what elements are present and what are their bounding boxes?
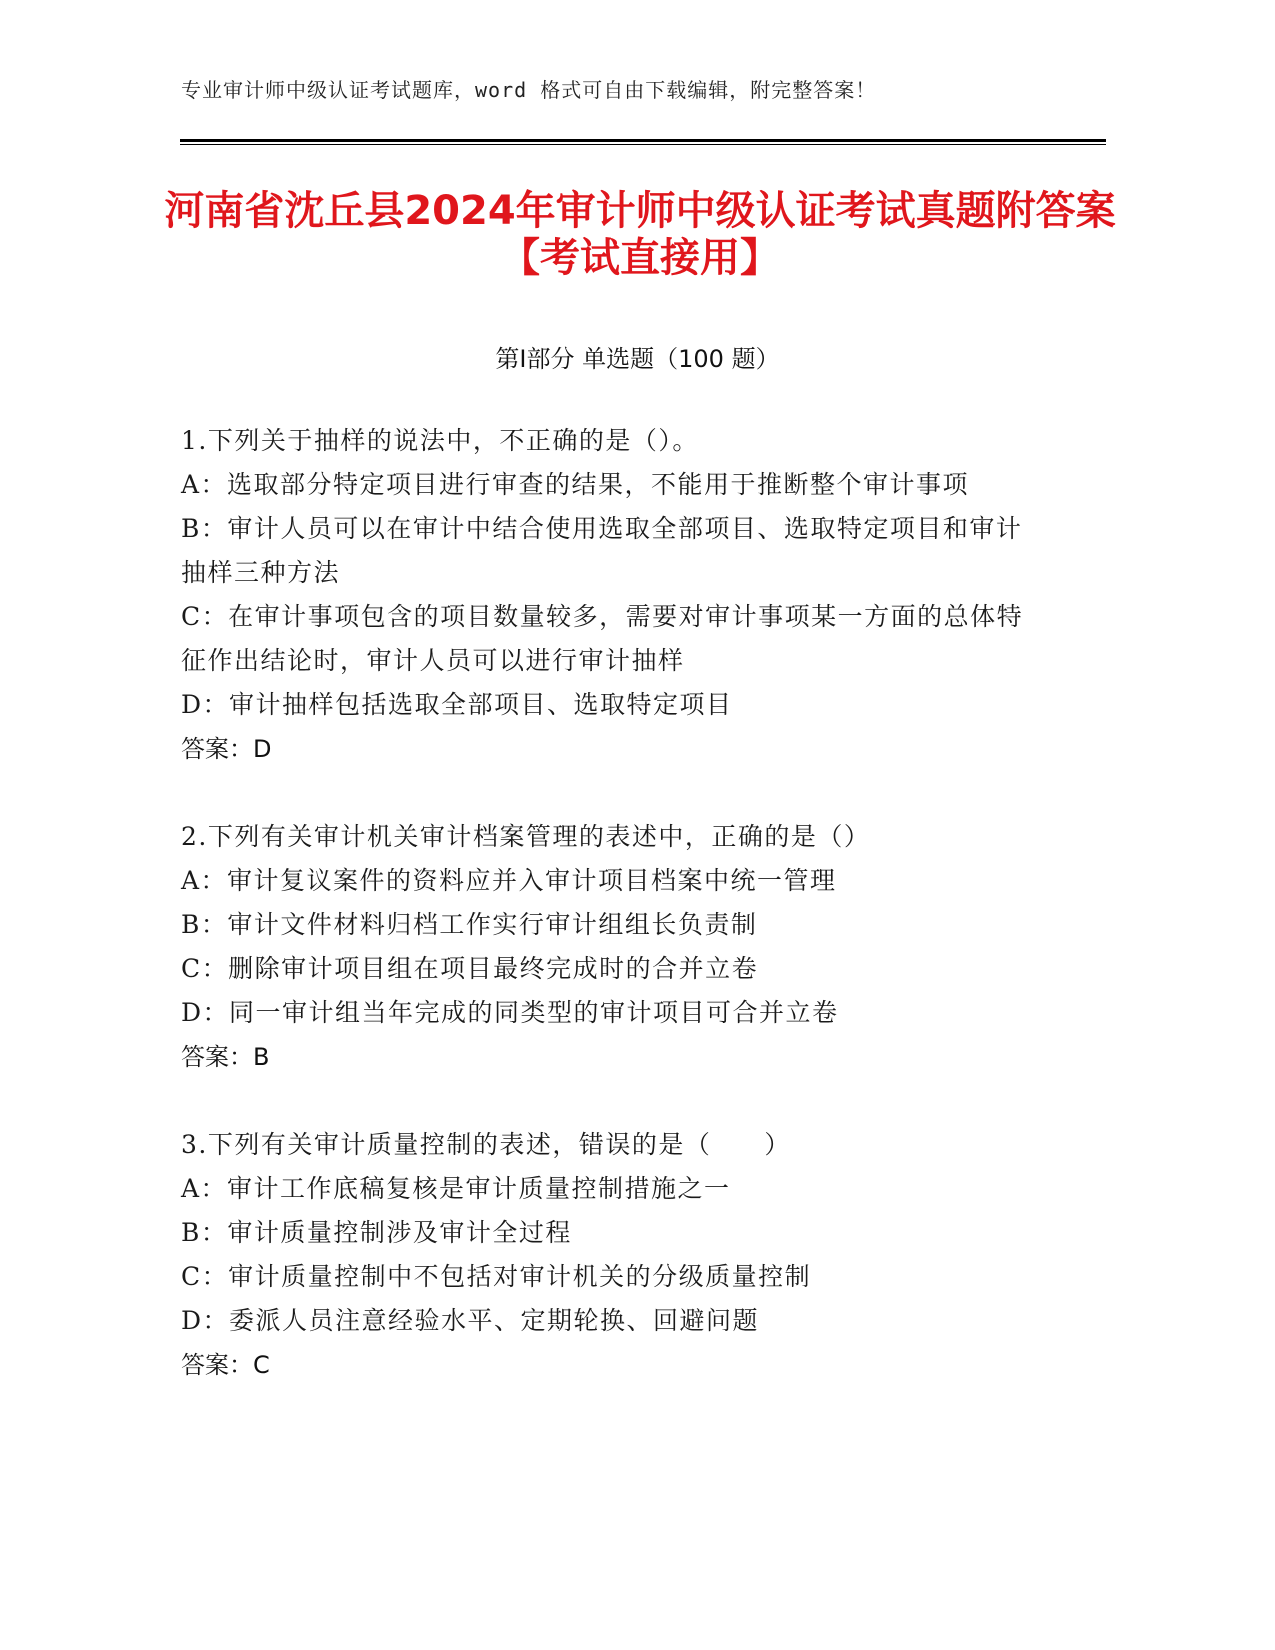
question-list: [181, 419, 1041, 1431]
document-title: 河南省沈丘县2024年审计师中级认证考试真题附答案【考试直接用】: [164, 188, 1116, 281]
header-rule-thick: [180, 139, 1106, 142]
question-stem: 2.下列有关审计机关审计档案管理的表述中，正确的是（）: [181, 822, 871, 851]
answer: 答案：D: [181, 735, 272, 763]
section-title: 第Ⅰ部分 单选题（100 题）: [495, 345, 780, 373]
question-stem: 3.下列有关审计质量控制的表述，错误的是（ ）: [181, 1130, 791, 1159]
option-d: D：同一审计组当年完成的同类型的审计项目可合并立卷: [181, 998, 839, 1027]
question-3: [181, 1123, 1041, 1387]
question-stem: 1.下列关于抽样的说法中，不正确的是（）。: [181, 426, 699, 455]
option-c: C：审计质量控制中不包括对审计机关的分级质量控制: [181, 1262, 812, 1291]
answer: 答案：B: [181, 1043, 270, 1071]
option-d: D：审计抽样包括选取全部项目、选取特定项目: [181, 690, 733, 719]
option-c: C：在审计事项包含的项目数量较多，需要对审计事项某一方面的总体特征作出结论时，审计人员可以进行审计抽样: [181, 602, 1024, 675]
header-note: 专业审计师中级认证考试题库，word 格式可自由下载编辑，附完整答案！: [181, 78, 877, 102]
header-rule-thin: [180, 144, 1106, 145]
option-a: A：审计工作底稿复核是审计质量控制措施之一: [181, 1174, 731, 1203]
option-d: D：委派人员注意经验水平、定期轮换、回避问题: [181, 1306, 760, 1335]
option-b: B：审计质量控制涉及审计全过程: [181, 1218, 572, 1247]
option-b: B：审计文件材料归档工作实行审计组组长负责制: [181, 910, 758, 939]
answer: 答案：C: [181, 1351, 270, 1379]
option-b: B：审计人员可以在审计中结合使用选取全部项目、选取特定项目和审计抽样三种方法: [181, 514, 1023, 587]
option-a: A：审计复议案件的资料应并入审计项目档案中统一管理: [181, 866, 837, 895]
question-1: [181, 419, 1041, 771]
option-a: A：选取部分特定项目进行审查的结果，不能用于推断整个审计事项: [181, 470, 970, 499]
question-2: [181, 815, 1041, 1079]
option-c: C：删除审计项目组在项目最终完成时的合并立卷: [181, 954, 759, 983]
